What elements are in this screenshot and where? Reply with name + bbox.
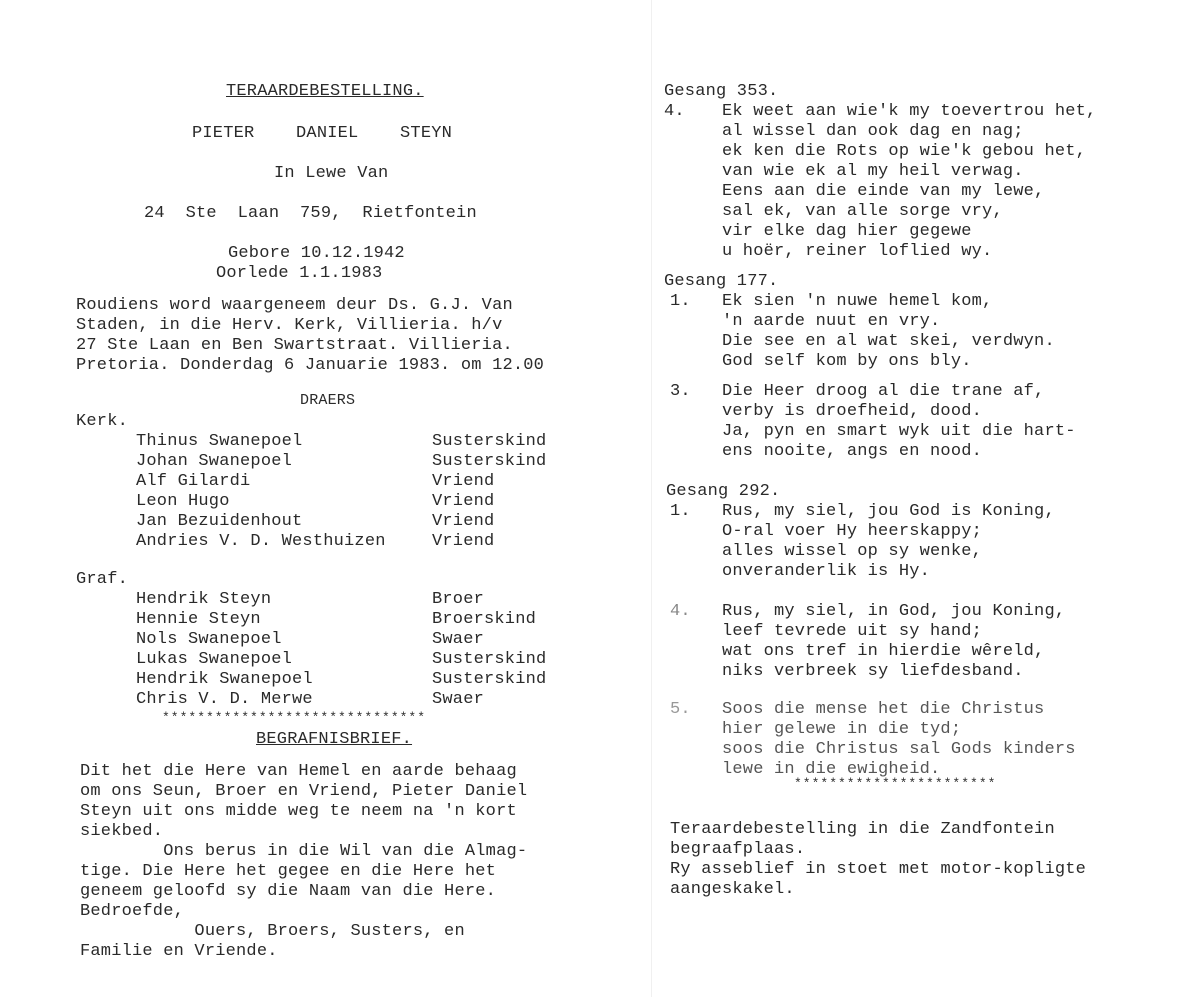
verse-number: 1. xyxy=(670,292,691,311)
brief-line: Dit het die Here van Hemel en aarde behaag xyxy=(80,762,517,781)
closing-line: Ry asseblief in stoet met motor-kopligte xyxy=(670,860,1087,879)
bearer-relation: Susterskind xyxy=(432,650,547,669)
birth-date: Gebore 10.12.1942 xyxy=(228,244,405,263)
verse-line: soos die Christus sal Gods kinders xyxy=(722,740,1076,759)
verse-line: Die Heer droog al die trane af, xyxy=(722,382,1045,401)
deceased-name: PIETER DANIEL STEYN xyxy=(192,124,453,143)
brief-line: tige. Die Here het gegee en die Here het xyxy=(80,862,497,881)
verse-line: alles wissel op sy wenke, xyxy=(722,542,983,561)
verse-number: 3. xyxy=(670,382,691,401)
verse-line: Ek sien 'n nuwe hemel kom, xyxy=(722,292,993,311)
verse-line: sal ek, van alle sorge vry, xyxy=(722,202,1003,221)
bearer-relation: Broer xyxy=(432,590,485,609)
graf-label: Graf. xyxy=(76,570,129,589)
draers-heading: DRAERS xyxy=(300,392,356,409)
verse-line: Rus, my siel, jou God is Koning, xyxy=(722,502,1055,521)
address: 24 Ste Laan 759, Rietfontein xyxy=(144,204,477,223)
verse-line: Ja, pyn en smart wyk uit die hart- xyxy=(722,422,1076,441)
verse-line: u hoër, reiner loflied wy. xyxy=(722,242,993,261)
verse-line: Ek weet aan wie'k my toevertrou het, xyxy=(722,102,1097,121)
document-title: TERAARDEBESTELLING. xyxy=(226,82,424,101)
death-date: Oorlede 1.1.1983 xyxy=(216,264,383,283)
bearer-name: Hendrik Steyn xyxy=(136,590,272,609)
bearer-name: Johan Swanepoel xyxy=(136,452,293,471)
begrafnisbrief-heading: BEGRAFNISBRIEF. xyxy=(256,730,413,749)
closing-line: aangeskakel. xyxy=(670,880,795,899)
brief-line: Ons berus in die Wil van die Almag- xyxy=(80,842,528,861)
brief-line: Familie en Vriende. xyxy=(80,942,278,961)
verse-line: van wie ek al my heil verwag. xyxy=(722,162,1024,181)
verse-line: 'n aarde nuut en vry. xyxy=(722,312,941,331)
bearer-relation: Broerskind xyxy=(432,610,537,629)
verse-number: 5. xyxy=(670,700,691,719)
hymn-title: Gesang 177. xyxy=(664,272,779,291)
bearer-name: Leon Hugo xyxy=(136,492,230,511)
bearer-relation: Vriend xyxy=(432,512,495,531)
bearer-name: Thinus Swanepoel xyxy=(136,432,303,451)
bearer-relation: Susterskind xyxy=(432,432,547,451)
kerk-label: Kerk. xyxy=(76,412,129,431)
bearer-name: Nols Swanepoel xyxy=(136,630,282,649)
verse-line: hier gelewe in die tyd; xyxy=(722,720,962,739)
verse-number: 1. xyxy=(670,502,691,521)
service-line: 27 Ste Laan en Ben Swartstraat. Villieria. xyxy=(76,336,513,355)
fold-line xyxy=(651,0,652,997)
verse-line: leef tevrede uit sy hand; xyxy=(722,622,983,641)
verse-line: lewe in die ewigheid. xyxy=(722,760,941,779)
bearer-name: Alf Gilardi xyxy=(136,472,251,491)
verse-line: niks verbreek sy liefdesband. xyxy=(722,662,1024,681)
bearer-name: Andries V. D. Westhuizen xyxy=(136,532,386,551)
hymn-title: Gesang 292. xyxy=(666,482,781,501)
bearer-name: Jan Bezuidenhout xyxy=(136,512,303,531)
verse-number: 4. xyxy=(670,602,691,621)
brief-line: siekbed. xyxy=(80,822,164,841)
closing-line: begraafplaas. xyxy=(670,840,806,859)
verse-line: ek ken die Rots op wie'k gebou het, xyxy=(722,142,1087,161)
verse-line: ens nooite, angs en nood. xyxy=(722,442,983,461)
verse-line: God self kom by ons bly. xyxy=(722,352,972,371)
verse-line: wat ons tref in hierdie wêreld, xyxy=(722,642,1045,661)
verse-line: Rus, my siel, in God, jou Koning, xyxy=(722,602,1066,621)
bearer-relation: Swaer xyxy=(432,690,485,709)
bearer-name: Hendrik Swanepoel xyxy=(136,670,313,689)
bearer-relation: Vriend xyxy=(432,532,495,551)
bearer-name: Chris V. D. Merwe xyxy=(136,690,313,709)
verse-line: al wissel dan ook dag en nag; xyxy=(722,122,1024,141)
service-line: Staden, in die Herv. Kerk, Villieria. h/v xyxy=(76,316,503,335)
brief-line: om ons Seun, Broer en Vriend, Pieter Daniel xyxy=(80,782,528,801)
verse-line: verby is droefheid, dood. xyxy=(722,402,983,421)
bearer-relation: Susterskind xyxy=(432,452,547,471)
verse-line: vir elke dag hier gegewe xyxy=(722,222,972,241)
brief-line: Steyn uit ons midde weg te neem na 'n kort xyxy=(80,802,517,821)
hymn-title: Gesang 353. xyxy=(664,82,779,101)
verse-line: Soos die mense het die Christus xyxy=(722,700,1045,719)
verse-line: Die see en al wat skei, verdwyn. xyxy=(722,332,1055,351)
service-line: Pretoria. Donderdag 6 Januarie 1983. om 12.00 xyxy=(76,356,545,375)
verse-line: O-ral voer Hy heerskappy; xyxy=(722,522,983,541)
verse-number: 4. xyxy=(664,102,685,121)
brief-line: geneem geloofd sy die Naam van die Here. xyxy=(80,882,497,901)
bearer-name: Lukas Swanepoel xyxy=(136,650,293,669)
bearer-relation: Vriend xyxy=(432,472,495,491)
star-divider: ****************************** xyxy=(162,710,427,725)
brief-line: Bedroefde, xyxy=(80,902,185,921)
closing-line: Teraardebestelling in die Zandfontein xyxy=(670,820,1055,839)
bearer-relation: Swaer xyxy=(432,630,485,649)
star-divider: *********************** xyxy=(794,776,997,791)
bearer-relation: Susterskind xyxy=(432,670,547,689)
brief-line: Ouers, Broers, Susters, en xyxy=(80,922,465,941)
in-lewe-van: In Lewe Van xyxy=(274,164,389,183)
bearer-name: Hennie Steyn xyxy=(136,610,261,629)
verse-line: onveranderlik is Hy. xyxy=(722,562,931,581)
bearer-relation: Vriend xyxy=(432,492,495,511)
service-line: Roudiens word waargeneem deur Ds. G.J. Van xyxy=(76,296,513,315)
verse-line: Eens aan die einde van my lewe, xyxy=(722,182,1045,201)
